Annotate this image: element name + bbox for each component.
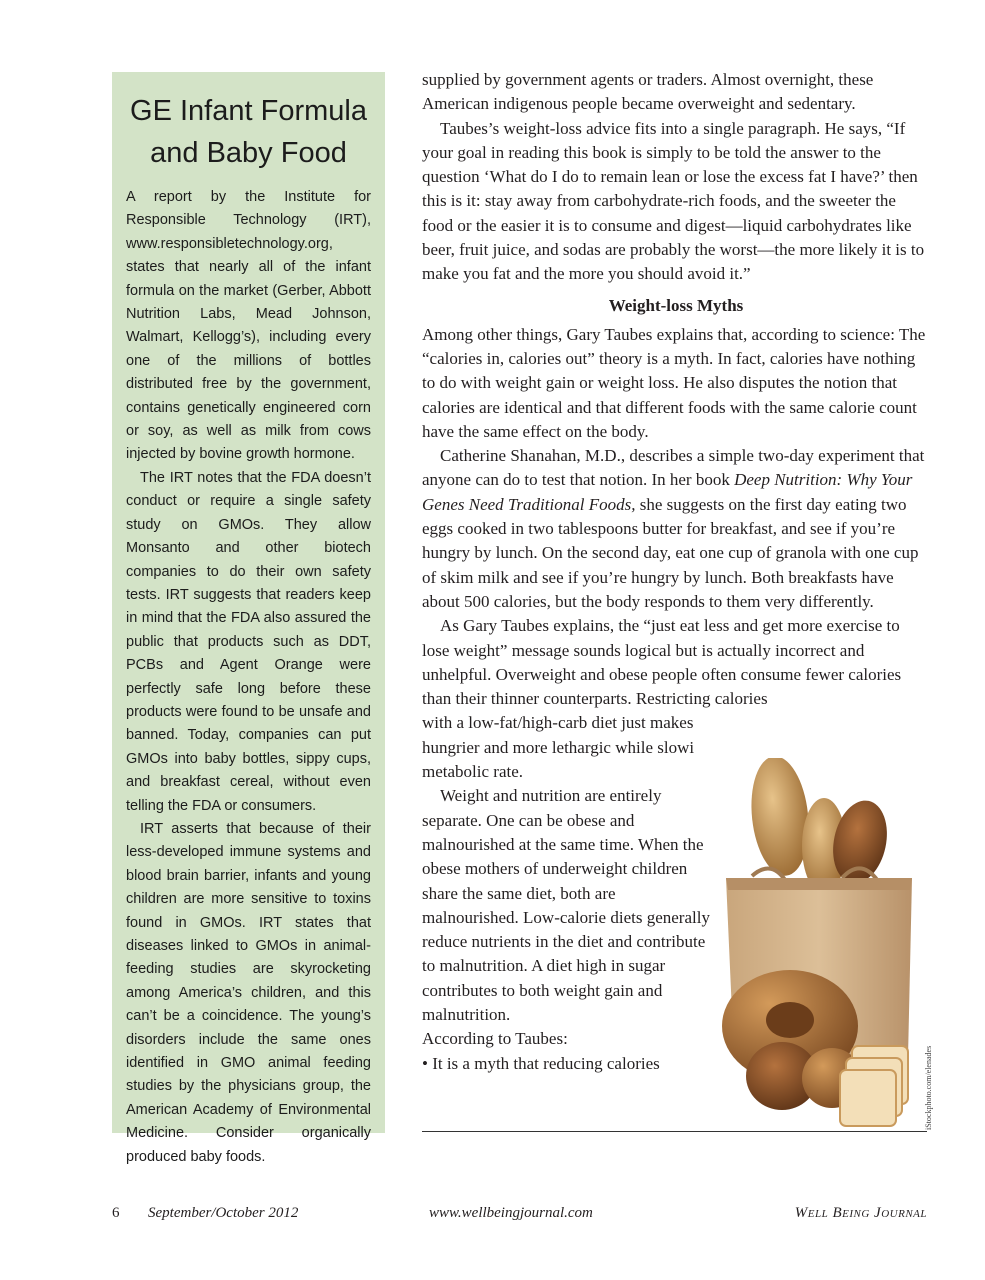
article-paragraph: According to Taubes: xyxy=(422,1029,568,1049)
book-title: Deep Nutrition: Why Your Genes Need Traditional Foods, xyxy=(422,470,913,514)
page-number: 6 xyxy=(112,1205,120,1221)
sidebar-title: GE Infant Formula and Baby Food xyxy=(130,95,367,169)
divider xyxy=(422,1131,927,1132)
sidebar-box xyxy=(112,72,385,1165)
sidebar-paragraph: A report by the Institute for Responsible Technology (IRT), www.responsibletechnology.org, states that nearly all of the infant formula on the market (Gerber, Abbott Nutrition Labs, Mead Johnson, Walmart, Kellogg’s), including every one of the millions of bottles distributed free by the government, contains genetically engineered corn or soy, as well as milk from cows injected by bovine growth hormone. xyxy=(126,189,371,463)
sidebar-paragraph: IRT asserts that because of their less-developed immune systems and blood brain barrier, infants and young children are more sensitive to toxins found in GMOs. IRT states that diseases linked to GMOs in animal-feeding studies are skyrocketing among America’s children, and this can’t be a coincidence. The young’s disorders include the same ones identified in GMO animal feeding studies by the physicians group, the American Academy of Environmental Medicine. Consider organically produced baby foods. xyxy=(126,820,371,1165)
website-link[interactable]: www.wellbeingjournal.com xyxy=(429,1205,593,1221)
article-paragraph: with a low-fat/high-carb diet just makes hungrier and more lethargic while slowi metabolic rate. xyxy=(422,713,695,782)
article-text: Catherine Shanahan, M.D., describes a simple two-day experiment that anyone can do to test that notion. In her book xyxy=(422,446,925,490)
article-paragraph: Among other things, Gary Taubes explains that, according to science: The “calories in, calories out” theory is a myth. In fact, calories have nothing to do with weight gain or weight loss. He also disputes the notion that calories are identical and that different foods with the same calorie count have the same effect on the body. xyxy=(422,324,926,441)
article-paragraph: supplied by government agents or traders. Almost overnight, these American indigenous people became overweight and sedentary. xyxy=(422,70,874,114)
section-heading: Weight-loss Myths xyxy=(608,295,744,315)
page-footer xyxy=(0,1205,985,1227)
article-paragraph: Weight and nutrition are entirely separate. One can be obese and malnourished at the same time. When the obese mothers of underweight children share the same diet, both are malnourished. Low-calorie diets generally reduce nutrients in the diet and contribute to malnutrition. A diet high in sugar contributes to both weight gain and malnutrition. xyxy=(422,786,710,1024)
wrapped-text-column xyxy=(422,711,714,1075)
bread-bag-photo xyxy=(712,758,927,1130)
photo-credit: iStockphoto.com/elenades xyxy=(924,1045,933,1130)
article-paragraph: Taubes’s weight-loss advice fits into a single paragraph. He says, “If your goal in reading this book is simply to be told the answer to the question ‘What do I do to remain lean or lose the excess fat I have?’ then this is it: stay away from carbohydrate-rich foods, and the sweeter the food or the easier it is to consume and digest—liquid carbohydrates like beer, fruit juice, and sodas are probably the worst—the more likely it is to make you fat and the more you should avoid it.” xyxy=(422,118,925,284)
article-paragraph: As Gary Taubes explains, the “just eat less and get more exercise to lose weight” message sounds logical but is actually incorrect and unhelpful. Overweight and obese people often consume fewer calories than their thinner counterparts. Restricting calories xyxy=(422,616,902,709)
article-text: she suggests on the first day eating two eggs cooked in two tablespoons butter for breakfast, and see if you’re hungry by lunch. On the second day, eat one cup of granola with one cup of skim milk and see if you’re hungry by lunch. Both breakfasts have about 500 calories, but the body responds to them very differently. xyxy=(422,494,919,611)
sidebar-paragraph: The IRT notes that the FDA doesn’t conduct or require a single safety study on GMOs. They allow Monsanto and other biotech companies to do their own safety tests. IRT suggests that readers keep in mind that the FDA also assured the public that products such as DDT, PCBs and Agent Orange were perfectly safe long before these products were found to be unsafe and banned. Today, companies can put GMOs into baby bottles, sippy cups, and breakfast cereal, without even telling the FDA or consumers. xyxy=(126,469,371,814)
bullet-item: • It is a myth that reducing calories xyxy=(422,1053,660,1073)
issue-date: September/October 2012 xyxy=(148,1205,299,1221)
bread-illustration xyxy=(712,758,927,1130)
journal-name: Well Being Journal xyxy=(794,1205,927,1221)
article-paragraph xyxy=(422,444,930,614)
